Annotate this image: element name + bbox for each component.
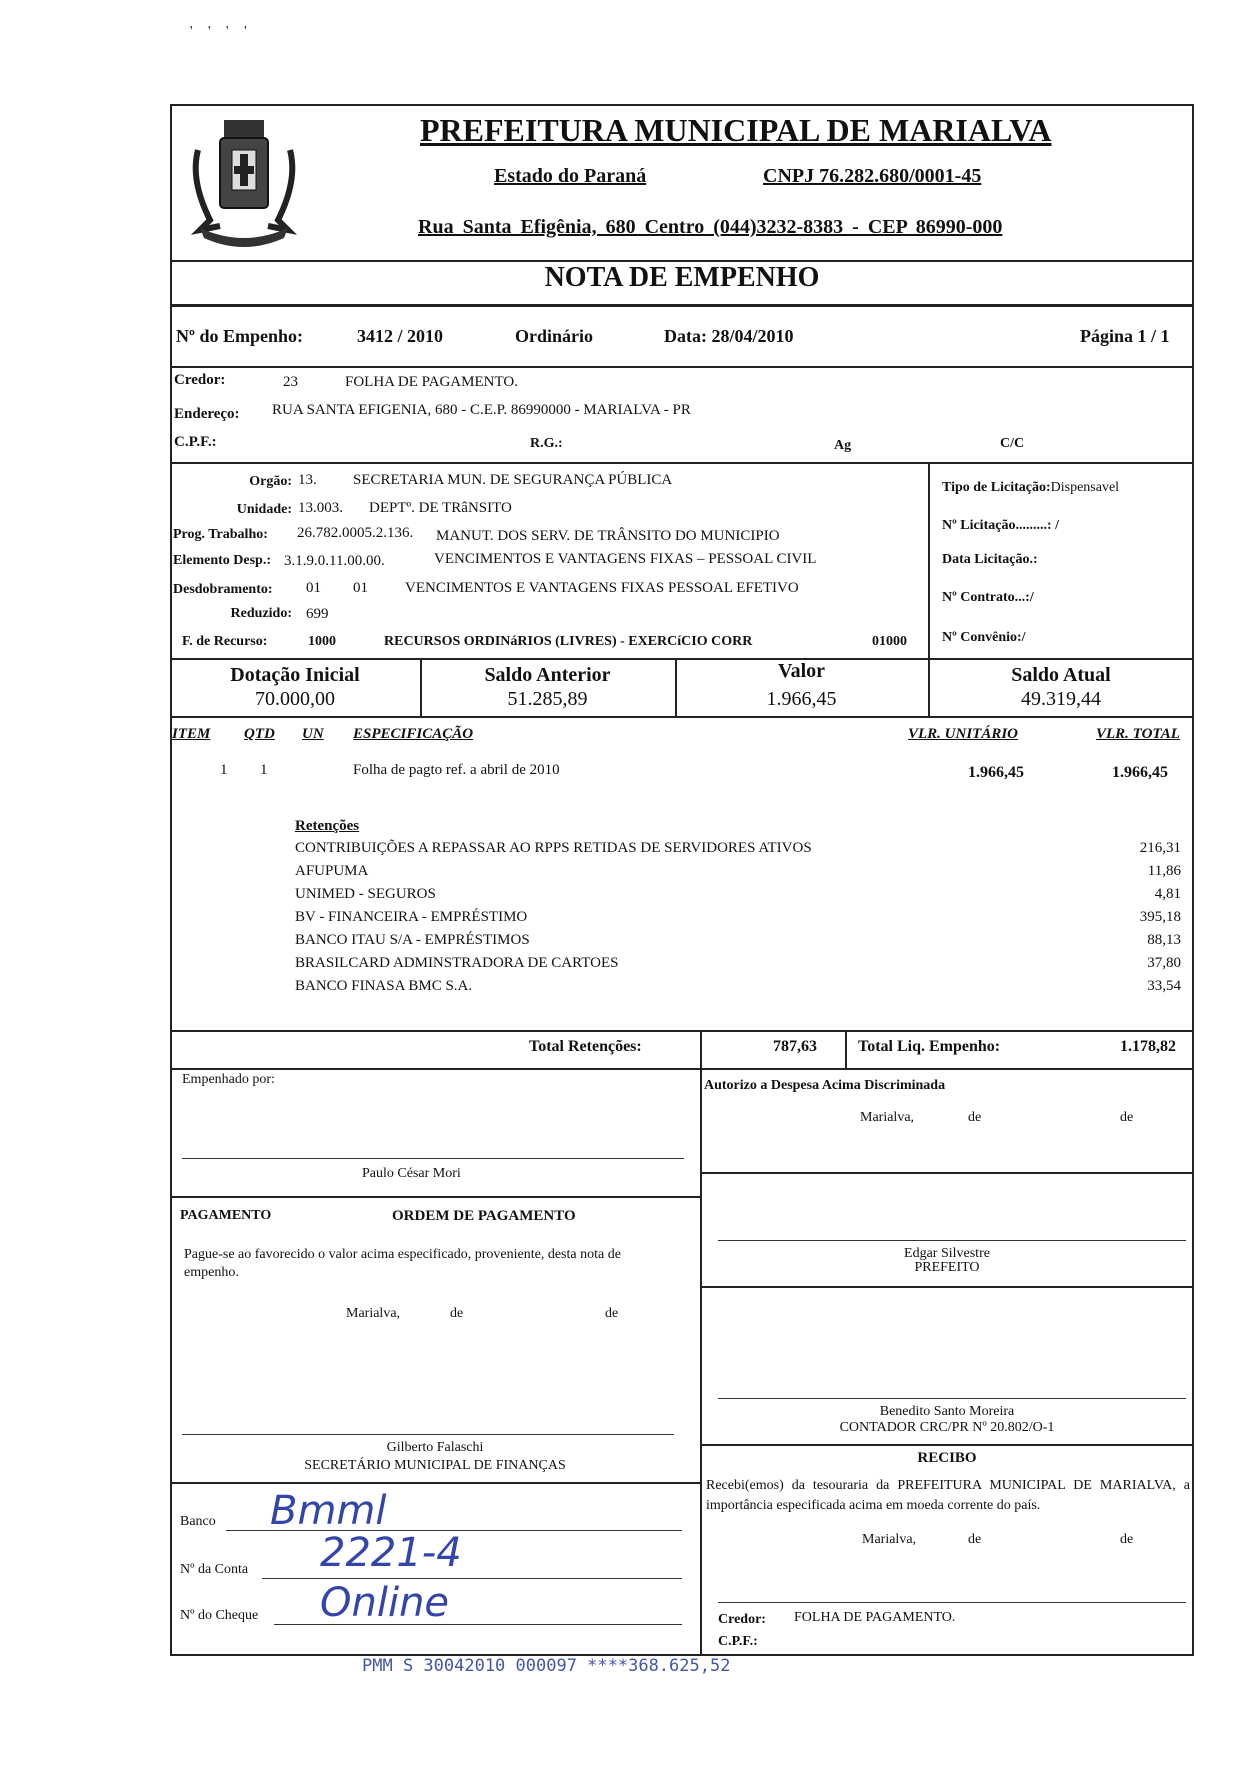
recibo-cpf-label: C.P.F.: [718, 1634, 758, 1649]
desdobramento-name: VENCIMENTOS E VANTAGENS FIXAS PESSOAL EFETIVO [405, 580, 799, 596]
desdobramento-label: Desdobramento: [173, 582, 273, 597]
prog-code: 26.782.0005.2.136. [297, 525, 414, 541]
orgao-code: 13. [298, 472, 317, 488]
header-title: PREFEITURA MUNICIPAL DE MARIALVA [420, 112, 1052, 148]
orgao-label: Orgão: [249, 474, 292, 489]
col-vlr-unitario: VLR. UNITÁRIO [908, 726, 1019, 742]
pague-se-text: Pague-se ao favorecido o valor acima especificado, proveniente, desta nota de empenho. [184, 1247, 621, 1280]
unidade-code: 13.003. [298, 500, 343, 516]
empenho-type: Ordinário [515, 326, 594, 346]
empenho-number: 3412 / 2010 [357, 326, 444, 346]
unidade-name: DEPTº. DE TRâNSITO [369, 500, 512, 516]
credor-label: Credor: [174, 372, 226, 388]
prog-label: Prog. Trabalho: [173, 527, 268, 542]
item-description: Folha de pagto ref. a abril de 2010 [353, 762, 560, 778]
ag-label: Ag [834, 438, 852, 453]
col-qtd: QTD [244, 726, 275, 742]
autorizo-place: Marialva, [860, 1110, 915, 1125]
saldo-anterior-value: 51.285,89 [507, 688, 588, 710]
ordem-de-2: de [605, 1306, 619, 1321]
banco-handwritten: Bmml [270, 1488, 387, 1534]
total-retencoes-value: 787,63 [773, 1038, 817, 1055]
tipo-licitacao-label: Tipo de Licitação:Dispensavel [942, 480, 1120, 495]
doc-title: NOTA DE EMPENHO [544, 262, 820, 293]
unidade-label: Unidade: [236, 502, 292, 517]
retencao-row: BRASILCARD ADMINSTRADORA DE CARTOES 37,80 [295, 955, 1181, 971]
elemento-name: VENCIMENTOS E VANTAGENS FIXAS – PESSOAL CIVIL [434, 551, 817, 567]
coat-of-arms-logo [180, 110, 308, 250]
autorizo-de-1: de [968, 1110, 982, 1125]
recibo-place: Marialva, [862, 1532, 917, 1547]
numero-convenio: Nº Convênio:/ [942, 630, 1026, 645]
dotacao-label: Dotação Inicial [230, 664, 360, 686]
empenho-date: Data: 28/04/2010 [664, 326, 794, 346]
conta-handwritten: 2221-4 [320, 1530, 462, 1576]
retencao-row: AFUPUMA 11,86 [295, 863, 1181, 879]
autorizo-label: Autorizo a Despesa Acima Discriminada [704, 1078, 946, 1093]
reduzido-label: Reduzido: [230, 606, 292, 621]
cpf-label: C.P.F.: [174, 434, 217, 450]
recurso-label: F. de Recurso: [182, 634, 268, 649]
recibo-de-2: de [1120, 1532, 1134, 1547]
empenhado-por-label: Empenhado por: [182, 1072, 275, 1087]
header-state: Estado do Paraná [494, 165, 647, 187]
col-item: ITEM [172, 726, 211, 742]
contador-name: Benedito Santo Moreira [879, 1404, 1015, 1419]
elemento-label: Elemento Desp.: [173, 553, 271, 568]
payment-stamp: PMM S 30042010 000097 ****368.625,52 [362, 1656, 731, 1676]
valor-value: 1.966,45 [766, 688, 837, 710]
empenho-page: Página 1 / 1 [1080, 326, 1170, 346]
recibo-credor-name: FOLHA DE PAGAMENTO. [794, 1610, 956, 1625]
numero-licitacao: Nº Licitação.........: / [942, 518, 1059, 533]
ordem-place: Marialva, [346, 1306, 401, 1321]
item-unit-value: 1.966,45 [968, 764, 1024, 781]
numero-contrato: Nº Contrato...:/ [942, 590, 1034, 605]
secretario-title: SECRETÁRIO MUNICIPAL DE FINANÇAS [304, 1458, 566, 1473]
desdobramento-code1: 01 [306, 580, 321, 596]
orgao-name: SECRETARIA MUN. DE SEGURANÇA PÚBLICA [353, 472, 673, 488]
endereco-label: Endereço: [174, 406, 240, 422]
retencao-row: BV - FINANCEIRA - EMPRÉSTIMO 395,18 [295, 909, 1181, 925]
elemento-code: 3.1.9.0.11.00.00. [284, 553, 385, 569]
header-cnpj: CNPJ 76.282.680/0001-45 [763, 165, 982, 187]
prefeito-title: PREFEITO [914, 1260, 980, 1275]
total-retencoes-label: Total Retenções: [529, 1038, 642, 1055]
header-address: Rua Santa Efigênia, 680 Centro (044)3232-8383 - CEP 86990-000 [418, 216, 1003, 238]
data-licitacao: Data Licitação.: [942, 552, 1038, 567]
retencao-row: BANCO ITAU S/A - EMPRÉSTIMOS 88,13 [295, 932, 1181, 948]
rg-label: R.G.: [530, 436, 563, 451]
recibo-title: RECIBO [917, 1450, 977, 1466]
retencoes-title: Retenções [295, 818, 360, 834]
recibo-text: Recebi(emos) da tesouraria da PREFEITURA MUNICIPAL DE MARIALVA, a importância especificada acima em moeda corrente do país. [706, 1478, 1190, 1513]
credor-address: RUA SANTA EFIGENIA, 680 - C.E.P. 86990000 - MARIALVA - PR [272, 402, 691, 418]
desdobramento-code2: 01 [353, 580, 368, 596]
recibo-de-1: de [968, 1532, 982, 1547]
retencao-row: BANCO FINASA BMC S.A. 33,54 [295, 978, 1181, 994]
pagamento-label: PAGAMENTO [180, 1208, 272, 1223]
ordem-pagamento-label: ORDEM DE PAGAMENTO [392, 1208, 576, 1224]
saldo-atual-label: Saldo Atual [1011, 664, 1111, 686]
recurso-code2: 01000 [872, 634, 907, 649]
autorizo-de-2: de [1120, 1110, 1134, 1125]
empenho-number-label: Nº do Empenho: [176, 326, 303, 346]
total-liquido-value: 1.178,82 [1120, 1038, 1176, 1055]
cheque-handwritten: Online [320, 1580, 450, 1626]
col-un: UN [302, 726, 324, 742]
ordem-de-1: de [450, 1306, 464, 1321]
recurso-code: 1000 [308, 634, 336, 649]
col-especificacao: ESPECIFICAÇÃO [353, 726, 474, 742]
saldo-atual-value: 49.319,44 [1021, 688, 1101, 710]
banco-label: Banco [180, 1514, 216, 1529]
reduzido-value: 699 [306, 606, 329, 622]
total-liquido-label: Total Liq. Empenho: [858, 1038, 1001, 1055]
recibo-credor-label: Credor: [718, 1612, 766, 1627]
retencao-row: UNIMED - SEGUROS 4,81 [295, 886, 1181, 902]
credor-name: FOLHA DE PAGAMENTO. [345, 374, 518, 390]
prefeito-name: Edgar Silvestre [904, 1246, 990, 1261]
item-total-value: 1.966,45 [1112, 764, 1168, 781]
contador-title: CONTADOR CRC/PR Nº 20.802/O-1 [839, 1420, 1055, 1435]
empenhado-name: Paulo César Mori [362, 1166, 461, 1181]
recurso-name: RECURSOS ORDINáRIOS (LIVRES) - EXERCíCIO CORR [384, 634, 753, 649]
top-marks: ' ' ' ' [190, 24, 253, 39]
item-qtd: 1 [260, 762, 268, 778]
conta-label: Nº da Conta [180, 1562, 249, 1577]
tipo-licitacao-value: Dispensavel [1050, 480, 1120, 495]
col-vlr-total: VLR. TOTAL [1096, 726, 1180, 742]
secretario-name: Gilberto Falaschi [386, 1440, 484, 1455]
prog-name: MANUT. DOS SERV. DE TRÂNSITO DO MUNICIPIO [436, 528, 780, 544]
valor-label: Valor [777, 660, 826, 682]
dotacao-value: 70.000,00 [255, 688, 335, 710]
saldo-anterior-label: Saldo Anterior [484, 664, 611, 686]
credor-code: 23 [283, 374, 298, 390]
cheque-label: Nº do Cheque [180, 1608, 259, 1623]
cc-label: C/C [1000, 436, 1025, 451]
retencao-row: CONTRIBUIÇÕES A REPASSAR AO RPPS RETIDAS DE SERVIDORES ATIVOS 216,31 [295, 840, 1181, 856]
item-number: 1 [220, 762, 228, 778]
